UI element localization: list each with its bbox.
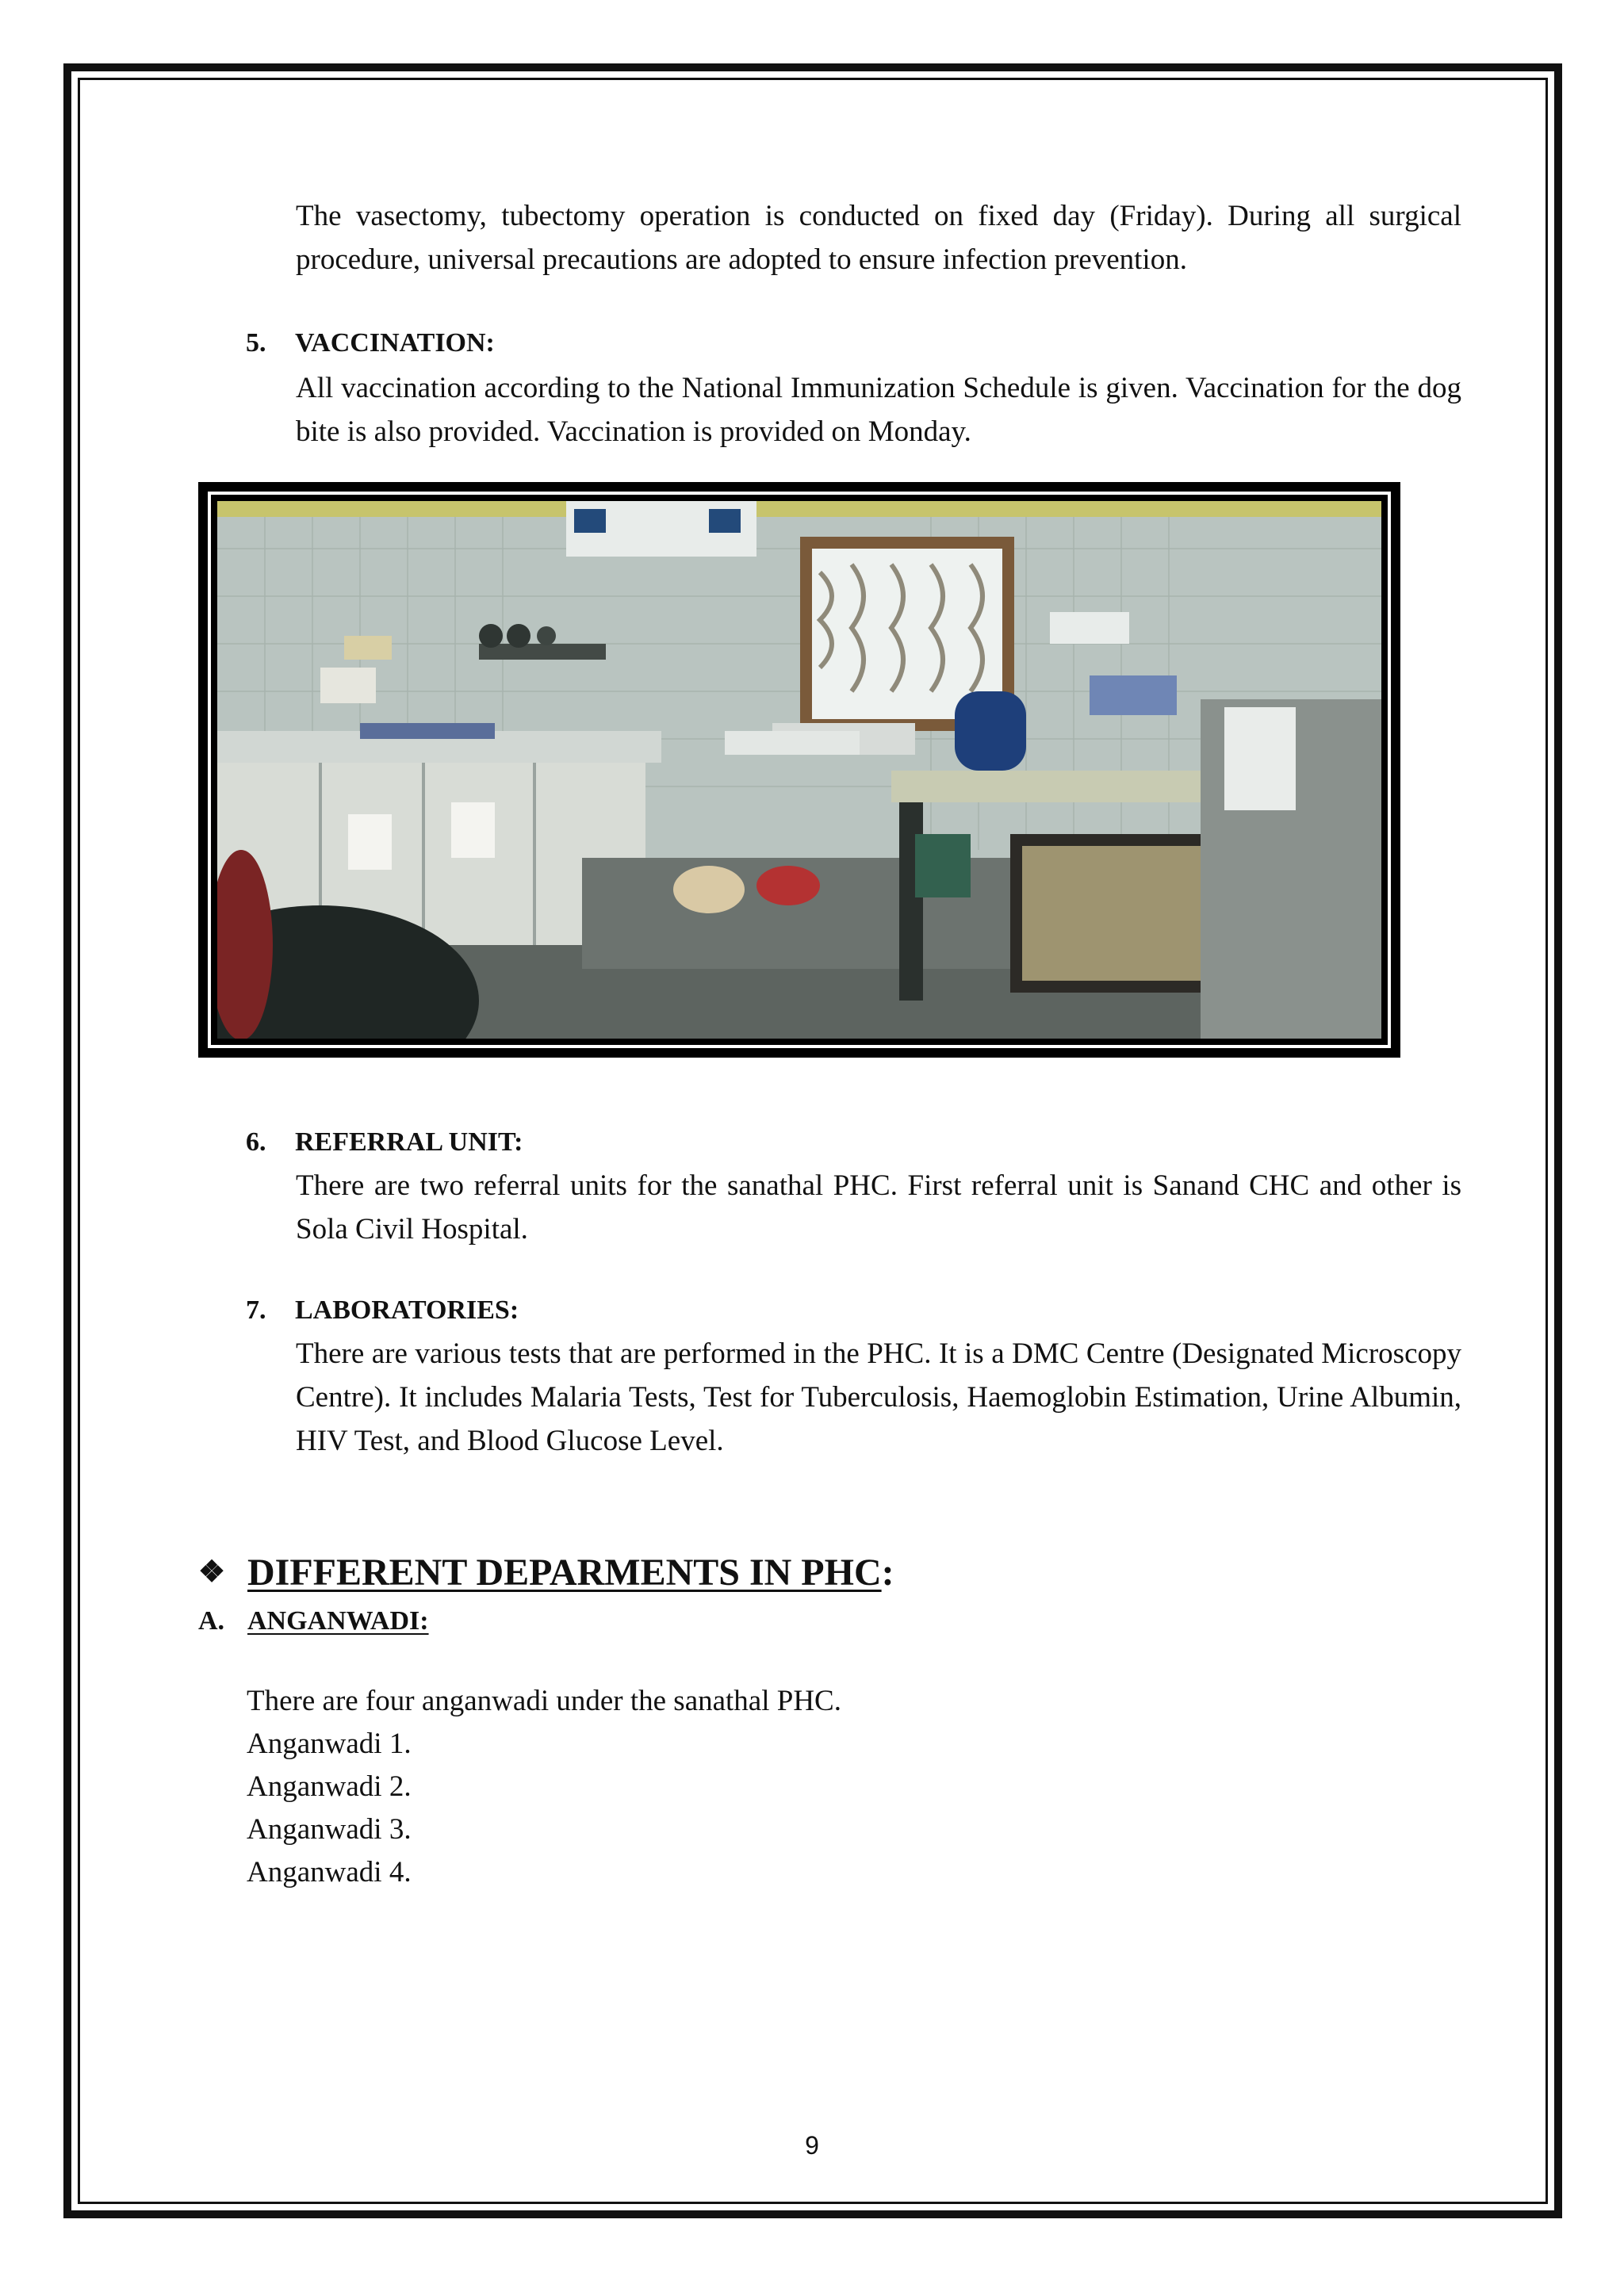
section-title: LABORATORIES: bbox=[295, 1295, 519, 1325]
page-number: 9 bbox=[805, 2131, 819, 2160]
section-number: 5. bbox=[246, 328, 266, 358]
anganwadi-intro: There are four anganwadi under the sanathal PHC. bbox=[247, 1685, 841, 1717]
section-number: 7. bbox=[246, 1295, 266, 1325]
anganwadi-item: Anganwadi 4. bbox=[247, 1856, 412, 1888]
anganwadi-title: ANGANWADI: bbox=[247, 1606, 429, 1636]
laboratories-paragraph: There are various tests that are performed in the PHC. It is a DMC Centre (Designated Microscopy Centre). It includes Malaria Tests, Test for Tuberculosis, Haemoglobin Estimation, Urine Albumin, HIV Test, and Blood Glucose Level. bbox=[296, 1337, 1461, 1457]
anganwadi-item: Anganwadi 1. bbox=[247, 1728, 412, 1760]
section-heading-laboratories bbox=[246, 1292, 519, 1329]
anganwadi-heading bbox=[198, 1604, 429, 1639]
anganwadi-item: Anganwadi 2. bbox=[247, 1770, 412, 1803]
section-heading-referral bbox=[246, 1124, 523, 1161]
referral-paragraph: There are two referral units for the sanathal PHC. First referral unit is Sanand CHC and other is Sola Civil Hospital. bbox=[296, 1169, 1461, 1246]
diamond-bullet-icon: ❖ bbox=[198, 1556, 226, 1589]
sub-letter: A. bbox=[198, 1606, 225, 1636]
departments-heading bbox=[198, 1550, 894, 1595]
anganwadi-item: Anganwadi 3. bbox=[247, 1813, 412, 1846]
section-title: VACCINATION: bbox=[295, 328, 495, 358]
intro-paragraph: The vasectomy, tubectomy operation is conducted on fixed day (Friday). During all surgical procedure, universal precautions are adopted to ensure infection prevention. bbox=[296, 200, 1461, 276]
vaccination-paragraph: All vaccination according to the National Immunization Schedule is given. Vaccination for the dog bite is also provided. Vaccination is provided on Monday. bbox=[296, 372, 1461, 448]
section-heading-vaccination bbox=[246, 325, 495, 362]
section-title: REFERRAL UNIT: bbox=[295, 1127, 523, 1157]
laboratory-room-photo bbox=[217, 501, 1381, 1039]
section-number: 6. bbox=[246, 1127, 266, 1157]
departments-title: DIFFERENT DEPARMENTS IN PHC bbox=[247, 1552, 882, 1594]
laboratory-photo-frame bbox=[198, 482, 1400, 1058]
departments-title-suffix: : bbox=[881, 1552, 894, 1594]
